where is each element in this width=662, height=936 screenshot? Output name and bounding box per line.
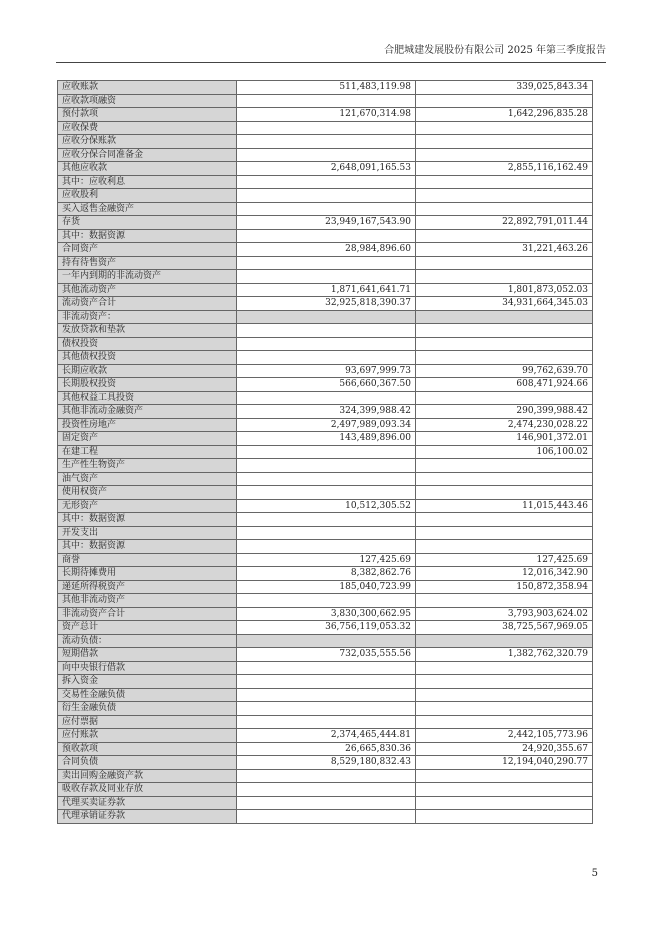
current-period-value [237, 459, 416, 473]
table-row [58, 648, 593, 662]
row-label: 在建工程 [58, 445, 237, 459]
row-label: 流动负债： [58, 634, 237, 648]
prior-period-value [416, 783, 593, 797]
current-period-value: 324,399,988.42 [237, 405, 416, 419]
row-label: 应收分保合同准备金 [58, 148, 237, 162]
prior-period-value: 339,025,843.34 [416, 81, 593, 95]
current-period-value: 127,425.69 [237, 553, 416, 567]
table-row [58, 445, 593, 459]
row-label: 合同负债 [58, 756, 237, 770]
current-period-value [237, 391, 416, 405]
table-row [58, 378, 593, 392]
row-label: 其他权益工具投资 [58, 391, 237, 405]
current-period-value [237, 715, 416, 729]
current-period-value [237, 270, 416, 284]
row-label: 拆入资金 [58, 675, 237, 689]
table-row [58, 418, 593, 432]
prior-period-value: 150,872,358.94 [416, 580, 593, 594]
row-label: 生产性生物资产 [58, 459, 237, 473]
prior-period-value: 99,762,639.70 [416, 364, 593, 378]
prior-period-value [416, 391, 593, 405]
current-period-value: 26,665,830.36 [237, 742, 416, 756]
table-row [58, 216, 593, 230]
balance-sheet-table [57, 80, 593, 824]
table-row [58, 175, 593, 189]
table-row [58, 351, 593, 365]
table-row [58, 364, 593, 378]
balance-sheet-body [58, 81, 593, 824]
row-label: 流动资产合计 [58, 297, 237, 311]
table-row [58, 135, 593, 149]
row-label: 油气资产 [58, 472, 237, 486]
current-period-value [237, 148, 416, 162]
prior-period-value: 12,194,040,290.77 [416, 756, 593, 770]
current-period-value [237, 661, 416, 675]
current-period-value: 185,040,723.99 [237, 580, 416, 594]
table-row [58, 310, 593, 324]
current-period-value [237, 526, 416, 540]
current-period-value [237, 175, 416, 189]
current-period-value [237, 688, 416, 702]
row-label: 其中：应收利息 [58, 175, 237, 189]
table-row [58, 189, 593, 203]
table-row [58, 472, 593, 486]
report-title: 合肥城建发展股份有限公司 2025 年第三季度报告 [384, 45, 606, 56]
row-label: 预付款项 [58, 108, 237, 122]
prior-period-value [416, 229, 593, 243]
table-row [58, 729, 593, 743]
current-period-value [237, 783, 416, 797]
prior-period-value [416, 594, 593, 608]
row-label: 持有待售资产 [58, 256, 237, 270]
current-period-value: 36,756,119,053.32 [237, 621, 416, 635]
current-period-value: 10,512,305.52 [237, 499, 416, 513]
prior-period-value [416, 189, 593, 203]
row-label: 应收款项融资 [58, 94, 237, 108]
prior-period-value [416, 634, 593, 648]
table-row [58, 783, 593, 797]
prior-period-value: 2,855,116,162.49 [416, 162, 593, 176]
current-period-value [237, 472, 416, 486]
row-label: 长期待摊费用 [58, 567, 237, 581]
table-row [58, 810, 593, 824]
prior-period-value [416, 472, 593, 486]
row-label: 其中：数据资源 [58, 513, 237, 527]
current-period-value: 2,648,091,165.53 [237, 162, 416, 176]
prior-period-value: 3,793,903,624.02 [416, 607, 593, 621]
table-row [58, 81, 593, 95]
row-label: 其他流动资产 [58, 283, 237, 297]
current-period-value: 23,949,167,543.90 [237, 216, 416, 230]
prior-period-value [416, 486, 593, 500]
table-row [58, 148, 593, 162]
prior-period-value: 12,016,342.90 [416, 567, 593, 581]
current-period-value: 121,670,314.98 [237, 108, 416, 122]
current-period-value: 732,035,555.56 [237, 648, 416, 662]
row-label: 向中央银行借款 [58, 661, 237, 675]
table-row [58, 526, 593, 540]
current-period-value [237, 189, 416, 203]
table-row [58, 297, 593, 311]
current-period-value: 2,374,465,444.81 [237, 729, 416, 743]
row-label: 吸收存款及同业存放 [58, 783, 237, 797]
current-period-value [237, 513, 416, 527]
current-period-value [237, 202, 416, 216]
row-label: 应付票据 [58, 715, 237, 729]
current-period-value: 93,697,999.73 [237, 364, 416, 378]
table-row [58, 499, 593, 513]
prior-period-value [416, 675, 593, 689]
row-label: 递延所得税资产 [58, 580, 237, 594]
prior-period-value [416, 526, 593, 540]
prior-period-value: 1,642,296,835.28 [416, 108, 593, 122]
current-period-value: 3,830,300,662.95 [237, 607, 416, 621]
row-label: 应付账款 [58, 729, 237, 743]
prior-period-value [416, 310, 593, 324]
row-label: 一年内到期的非流动资产 [58, 270, 237, 284]
row-label: 长期股权投资 [58, 378, 237, 392]
current-period-value [237, 540, 416, 554]
prior-period-value [416, 661, 593, 675]
current-period-value [237, 324, 416, 338]
prior-period-value: 2,474,230,028.22 [416, 418, 593, 432]
prior-period-value [416, 715, 593, 729]
prior-period-value [416, 810, 593, 824]
current-period-value: 511,483,119.98 [237, 81, 416, 95]
table-row [58, 243, 593, 257]
table-row [58, 607, 593, 621]
row-label: 非流动资产合计 [58, 607, 237, 621]
row-label: 其他非流动资产 [58, 594, 237, 608]
prior-period-value [416, 121, 593, 135]
row-label: 合同资产 [58, 243, 237, 257]
prior-period-value [416, 351, 593, 365]
row-label: 发放贷款和垫款 [58, 324, 237, 338]
prior-period-value: 38,725,567,969.05 [416, 621, 593, 635]
row-label: 应收股利 [58, 189, 237, 203]
table-row [58, 796, 593, 810]
current-period-value [237, 796, 416, 810]
table-row [58, 756, 593, 770]
table-row [58, 94, 593, 108]
table-row [58, 553, 593, 567]
row-label: 短期借款 [58, 648, 237, 662]
current-period-value: 8,382,862.76 [237, 567, 416, 581]
row-label: 交易性金融负债 [58, 688, 237, 702]
table-row [58, 270, 593, 284]
prior-period-value: 2,442,105,773.96 [416, 729, 593, 743]
current-period-value: 566,660,367.50 [237, 378, 416, 392]
table-row [58, 108, 593, 122]
table-row [58, 459, 593, 473]
current-period-value: 28,984,896.60 [237, 243, 416, 257]
table-row [58, 162, 593, 176]
prior-period-value: 22,892,791,011.44 [416, 216, 593, 230]
table-row [58, 702, 593, 716]
prior-period-value: 106,100.02 [416, 445, 593, 459]
prior-period-value [416, 688, 593, 702]
current-period-value [237, 675, 416, 689]
table-row [58, 688, 593, 702]
table-row [58, 513, 593, 527]
current-period-value [237, 769, 416, 783]
current-period-value [237, 810, 416, 824]
prior-period-value [416, 94, 593, 108]
prior-period-value: 31,221,463.26 [416, 243, 593, 257]
table-row [58, 675, 593, 689]
row-label: 资产总计 [58, 621, 237, 635]
row-label: 其中：数据资源 [58, 540, 237, 554]
prior-period-value: 11,015,443.46 [416, 499, 593, 513]
current-period-value [237, 351, 416, 365]
table-row [58, 661, 593, 675]
table-row [58, 229, 593, 243]
table-row [58, 256, 593, 270]
row-label: 使用权资产 [58, 486, 237, 500]
prior-period-value [416, 513, 593, 527]
table-row [58, 567, 593, 581]
row-label: 固定资产 [58, 432, 237, 446]
table-row [58, 540, 593, 554]
prior-period-value [416, 540, 593, 554]
table-row [58, 769, 593, 783]
table-row [58, 324, 593, 338]
table-row [58, 634, 593, 648]
prior-period-value [416, 796, 593, 810]
row-label: 无形资产 [58, 499, 237, 513]
current-period-value [237, 229, 416, 243]
prior-period-value [416, 769, 593, 783]
report-header [56, 44, 606, 63]
prior-period-value: 24,920,355.67 [416, 742, 593, 756]
current-period-value [237, 94, 416, 108]
prior-period-value [416, 148, 593, 162]
row-label: 其他非流动金融资产 [58, 405, 237, 419]
table-row [58, 621, 593, 635]
current-period-value [237, 121, 416, 135]
table-row [58, 742, 593, 756]
table-row [58, 283, 593, 297]
row-label: 卖出回购金融资产款 [58, 769, 237, 783]
current-period-value: 8,529,180,832.43 [237, 756, 416, 770]
table-row [58, 594, 593, 608]
current-period-value [237, 634, 416, 648]
prior-period-value: 127,425.69 [416, 553, 593, 567]
prior-period-value [416, 256, 593, 270]
prior-period-value [416, 337, 593, 351]
table-row [58, 391, 593, 405]
prior-period-value [416, 459, 593, 473]
prior-period-value [416, 135, 593, 149]
row-label: 投资性房地产 [58, 418, 237, 432]
page-number: 5 [591, 868, 598, 879]
prior-period-value [416, 202, 593, 216]
row-label: 应收保费 [58, 121, 237, 135]
row-label: 应收分保账款 [58, 135, 237, 149]
prior-period-value: 1,801,873,052.03 [416, 283, 593, 297]
row-label: 长期应收款 [58, 364, 237, 378]
row-label: 其中：数据资源 [58, 229, 237, 243]
row-label: 债权投资 [58, 337, 237, 351]
current-period-value [237, 337, 416, 351]
current-period-value [237, 702, 416, 716]
row-label: 代理买卖证券款 [58, 796, 237, 810]
prior-period-value [416, 324, 593, 338]
current-period-value: 143,489,896.00 [237, 432, 416, 446]
prior-period-value: 1,382,762,320.79 [416, 648, 593, 662]
current-period-value [237, 594, 416, 608]
row-label: 衍生金融负债 [58, 702, 237, 716]
table-row [58, 715, 593, 729]
prior-period-value: 34,931,664,345.03 [416, 297, 593, 311]
row-label: 应收账款 [58, 81, 237, 95]
current-period-value: 32,925,818,390.37 [237, 297, 416, 311]
row-label: 开发支出 [58, 526, 237, 540]
table-row [58, 405, 593, 419]
row-label: 其他债权投资 [58, 351, 237, 365]
current-period-value [237, 135, 416, 149]
current-period-value [237, 486, 416, 500]
prior-period-value [416, 702, 593, 716]
table-row [58, 580, 593, 594]
current-period-value [237, 445, 416, 459]
current-period-value: 1,871,641,641.71 [237, 283, 416, 297]
table-row [58, 121, 593, 135]
row-label: 预收款项 [58, 742, 237, 756]
prior-period-value: 290,399,988.42 [416, 405, 593, 419]
row-label: 其他应收款 [58, 162, 237, 176]
current-period-value [237, 310, 416, 324]
table-row [58, 432, 593, 446]
row-label: 非流动资产： [58, 310, 237, 324]
row-label: 买入返售金融资产 [58, 202, 237, 216]
row-label: 存货 [58, 216, 237, 230]
prior-period-value [416, 270, 593, 284]
prior-period-value [416, 175, 593, 189]
table-row [58, 202, 593, 216]
row-label: 代理承销证券款 [58, 810, 237, 824]
current-period-value [237, 256, 416, 270]
prior-period-value: 146,901,372.01 [416, 432, 593, 446]
current-period-value: 2,497,989,093.34 [237, 418, 416, 432]
prior-period-value: 608,471,924.66 [416, 378, 593, 392]
row-label: 商誉 [58, 553, 237, 567]
table-row [58, 486, 593, 500]
table-row [58, 337, 593, 351]
